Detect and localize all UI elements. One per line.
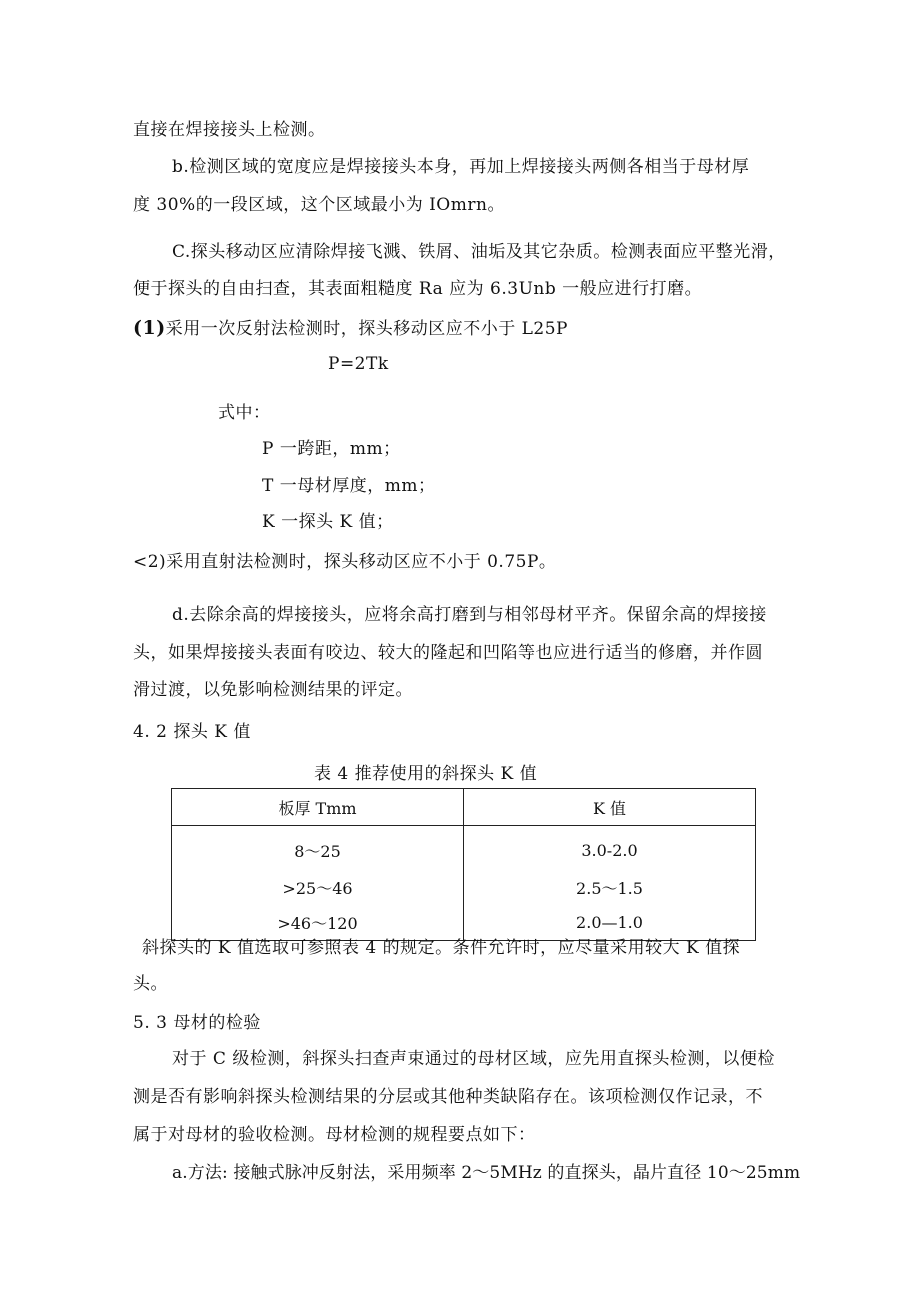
k-value-table [171,788,756,941]
paragraph-b-line-2: 度 30%的一段区域，这个区域最小为 IOmrn。 [133,195,505,215]
paragraph-d-line-2: 头，如果焊接接头表面有咬边、较大的隆起和凹陷等也应进行适当的修磨，并作圆 [133,643,763,663]
table-row [172,870,756,905]
paragraph-d-line-3: 滑过渡，以免影响检测结果的评定。 [133,680,413,700]
paragraph-m-line-1: 对于 C 级检测，斜探头扫查声束通过的母材区域，应先用直探头检测，以便检 [172,1049,775,1069]
table-cell-k-value: 2.5～1.5 [464,870,756,905]
table-row [172,826,756,871]
table-cell-thickness: >46～120 [172,905,464,941]
list-item-2: <2)采用直射法检测时，探头移动区应不小于 0.75P。 [133,552,557,572]
definition-p: P 一跨距，mm； [262,439,401,459]
paragraph-c-line-1: C.探头移动区应清除焊接飞溅、铁屑、油垢及其它杂质。检测表面应平整光滑， [172,242,786,262]
paragraph-after-table-line-1: 斜探头的 K 值选取可参照表 4 的规定。条件允许时，应尽量采用较大 K 值探 [142,938,741,958]
list-item-1-number: (1) [133,317,166,339]
paragraph-m-line-3: 属于对母材的验收检测。母材检测的规程要点如下： [133,1125,536,1145]
table-caption: 表 4 推荐使用的斜探头 K 值 [314,764,538,784]
formula-where-label: 式中： [218,403,271,423]
paragraph-b-line-1: b.检测区域的宽度应是焊接接头本身，再加上焊接接头两侧各相当于母材厚 [172,157,750,177]
table-cell-thickness: >25～46 [172,870,464,905]
list-item-1 [133,316,568,341]
table-cell-k-value: 2.0—1.0 [464,905,756,941]
section-heading-4-2: 4. 2 探头 K 值 [133,722,251,742]
paragraph-line: 直接在焊接接头上检测。 [133,120,326,140]
section-heading-5-3: 5. 3 母材的检验 [133,1013,261,1033]
paragraph-a-line-1: a.方法: 接触式脉冲反射法，采用频率 2～5MHz 的直探头，晶片直径 10～25mm [172,1163,801,1183]
formula: P=2Tk [328,354,389,374]
definition-k: K 一探头 K 值； [262,512,394,532]
table-header-thickness: 板厚 Tmm [172,789,464,826]
table-header-k-value: K 值 [464,789,756,826]
paragraph-after-table-line-2: 头。 [133,974,168,994]
definition-t: T 一母材厚度，mm； [262,476,436,496]
paragraph-c-line-2: 便于探头的自由扫查，其表面粗糙度 Ra 应为 6.3Unb 一般应进行打磨。 [133,279,703,299]
table-header-row [172,789,756,826]
paragraph-m-line-2: 测是否有影响斜探头检测结果的分层或其他种类缺陷存在。该项检测仅作记录，不 [133,1087,763,1107]
list-item-1-text: 采用一次反射法检测时，探头移动区应不小于 L25P [165,319,568,339]
table-cell-thickness: 8～25 [172,826,464,871]
table-cell-k-value: 3.0-2.0 [464,826,756,871]
paragraph-d-line-1: d.去除余高的焊接接头，应将余高打磨到与相邻母材平齐。保留余高的焊接接 [172,605,767,625]
